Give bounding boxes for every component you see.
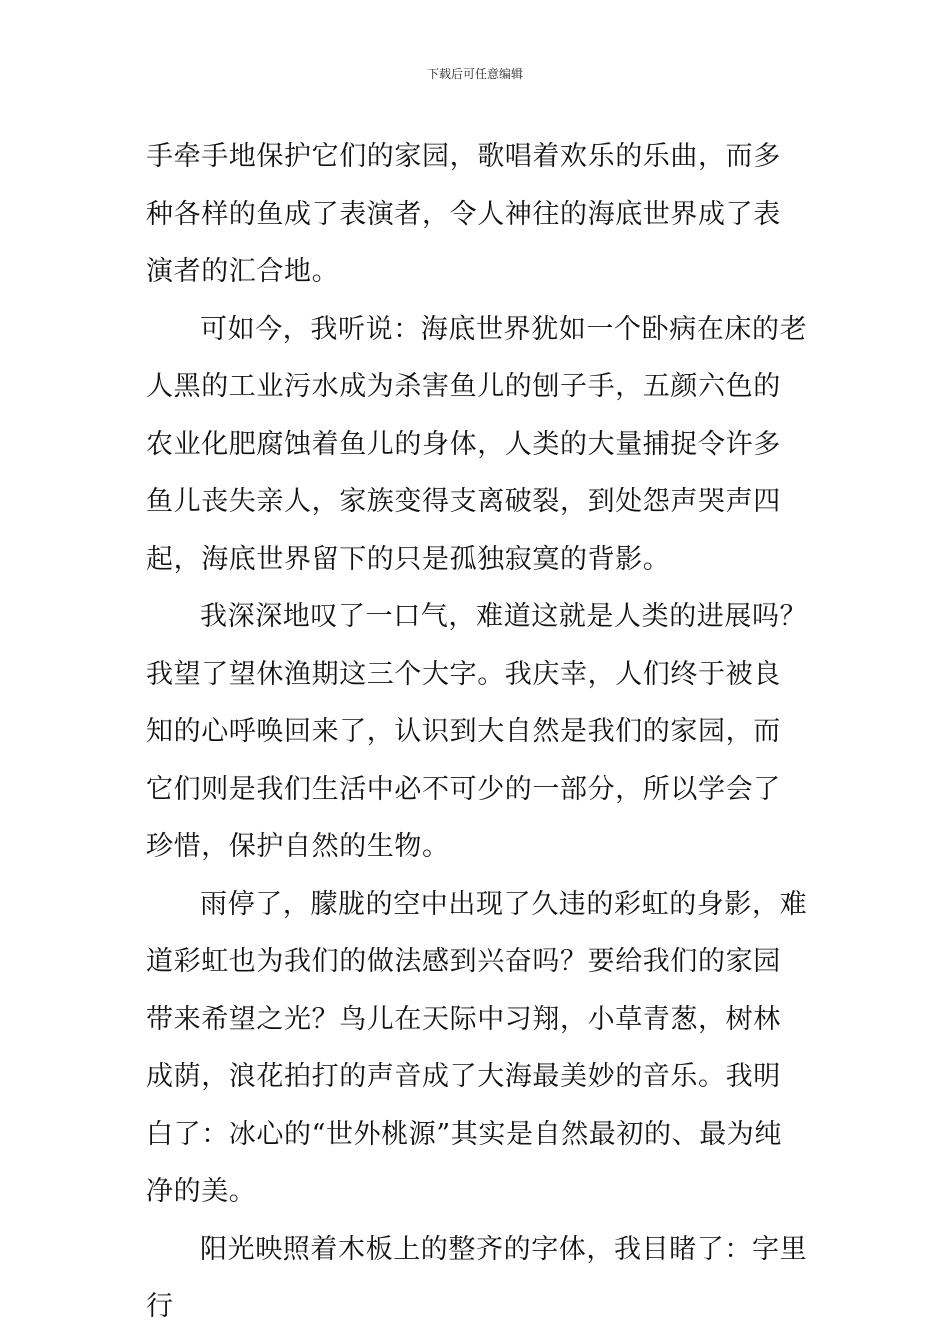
paragraph-3: 我深深地叹了一口气，难道这就是人类的进展吗？我望了望休渔期这三个大字。我庆幸，人们终于被良知的心呼唤回来了，认识到大自然是我们的家园，而它们则是我们生活中必不可少的一部分，所以学会了珍惜，保护自然的生物。 xyxy=(146,601,808,862)
paragraph-5: 阳光映照着木板上的整齐的字体，我目睹了：字里行 xyxy=(146,1233,808,1322)
document-body xyxy=(146,128,808,1336)
paragraph-1: 手牵手地保护它们的家园，歌唱着欢乐的乐曲，而多种各样的鱼成了表演者，令人神往的海底世界成了表演者的汇合地。 xyxy=(146,141,781,287)
paragraph-4: 雨停了，朦胧的空中出现了久违的彩虹的身影，难道彩虹也为我们的做法感到兴奋吗？要给我们的家园带来希望之光？鸟儿在天际中习翔，小草青葱，树林成荫，浪花拍打的声音成了大海最美妙的音乐。我明白了：冰心的“世外桃源”其实是自然最初的、最为纯净的美。 xyxy=(146,888,808,1207)
page-header: 下载后可任意编辑 xyxy=(426,67,523,81)
paragraph-2: 可如今，我听说：海底世界犹如一个卧病在床的老人黑的工业污水成为杀害鱼儿的刨子手，五颜六色的农业化肥腐蚀着鱼儿的身体，人类的大量捕捉令许多鱼儿丧失亲人，家族变得支离破裂，到处怨声哭声四起，海底世界留下的只是孤独寂寞的背影。 xyxy=(146,313,808,575)
